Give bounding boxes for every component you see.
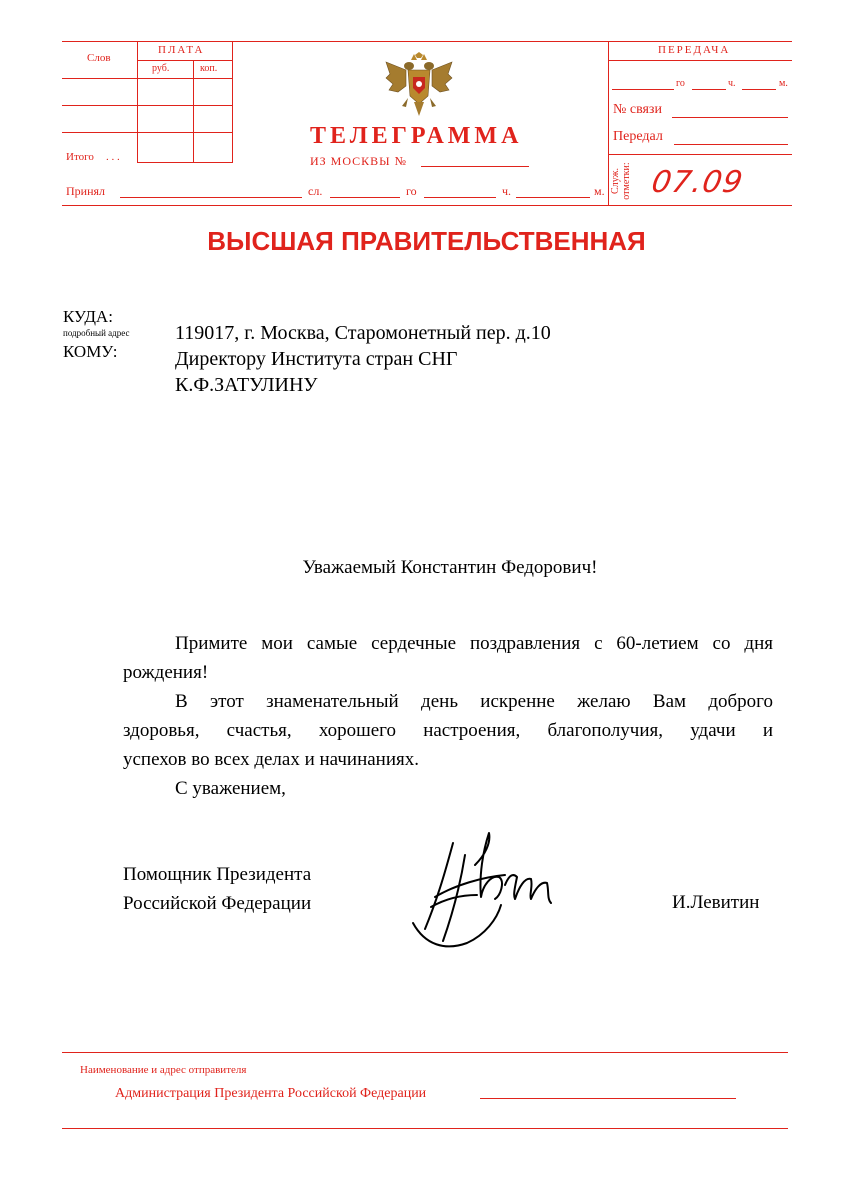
peredacha-label: ПЕРЕДАЧА (658, 44, 731, 56)
sluzh-otmetki-label: Служ. отметки: (610, 162, 632, 200)
m-label: м. (779, 78, 788, 89)
sender-value: Администрация Президента Российской Федерации (115, 1086, 427, 1101)
kuda-label: КУДА: (63, 307, 113, 326)
komu-label: КОМУ: (63, 342, 118, 361)
sluzh-handwritten-mark: 07.09 (648, 165, 746, 200)
para2-line2: здоровья, счастья, хорошего настроения, благополучия, удачи и (123, 720, 773, 741)
emblem-icon (384, 52, 454, 124)
para1-line1: Примите мои самые сердечные поздравления с 60-летием со дня (175, 633, 773, 654)
para2-line3: успехов во всех делах и начинаниях. (123, 749, 420, 770)
signer-name: И.Левитин (672, 892, 760, 913)
go2-label: го (406, 184, 417, 198)
signer-position: Помощник Президента Российской Федерации (123, 864, 312, 914)
itogo-label: Итого (66, 151, 94, 163)
itogo-dots: . . . (106, 151, 120, 163)
address-block (175, 320, 551, 398)
slov-label: Слов (87, 52, 111, 64)
para1-line2: рождения! (123, 662, 209, 683)
kop-label: коп. (200, 63, 218, 74)
telegram-title: ТЕЛЕГРАММА (310, 123, 523, 149)
closing: С уважением, (175, 778, 286, 799)
podrobny-label: подробный адрес (63, 328, 130, 338)
letter-body (123, 629, 773, 803)
go-label: го (676, 78, 685, 89)
sl-label: сл. (308, 184, 323, 198)
recipient-name: К.Ф.ЗАТУЛИНУ (175, 374, 318, 396)
classification-heading: ВЫСШАЯ ПРАВИТЕЛЬСТВЕННАЯ (207, 226, 646, 256)
ch-label: ч. (728, 78, 736, 89)
para2-line1: В этот знаменательный день искренне желаю Вам доброго (175, 691, 773, 712)
plata-label: ПЛАТА (158, 44, 205, 56)
rub-label: руб. (152, 63, 170, 74)
nsvyazi-label: № связи (613, 102, 662, 117)
salutation: Уважаемый Константин Федорович! (302, 557, 598, 578)
signature-icon (405, 825, 565, 955)
address-line: 119017, г. Москва, Старомонетный пер. д.10 (175, 322, 551, 344)
ch2-label: ч. (502, 184, 512, 198)
sender-label: Наименование и адрес отправителя (80, 1064, 247, 1076)
prinyal-label: Принял (66, 184, 106, 198)
peredal-label: Передал (613, 129, 663, 144)
iz-moskvy-label: ИЗ МОСКВЫ № (310, 154, 408, 168)
recipient-title: Директору Института стран СНГ (175, 348, 458, 370)
m2-label: м. (594, 184, 605, 198)
